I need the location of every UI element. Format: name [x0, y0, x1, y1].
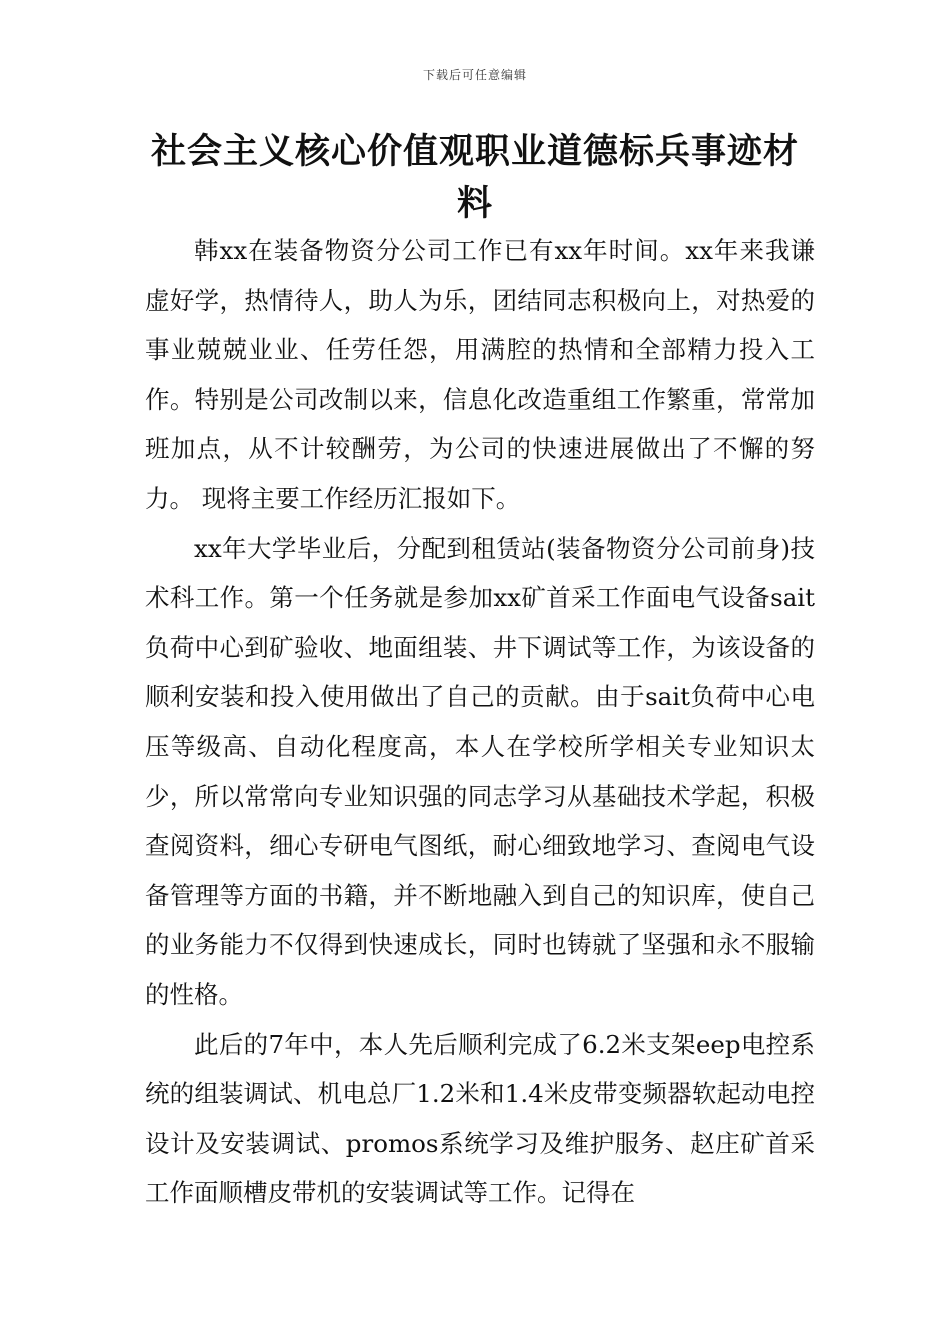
document-body [145, 226, 815, 1218]
paragraph: xx年大学毕业后，分配到租赁站(装备物资分公司前身)技术科工作。第一个任务就是参加xx矿首采工作面电气设备sait负荷中心到矿验收、地面组装、井下调试等工作，为该设备的顺利安装和投入使用做出了自己的贡献。由于sait负荷中心电压等级高、自动化程度高，本人在学校所学相关专业知识太少，所以常常向专业知识强的同志学习从基础技术学起，积极查阅资料，细心专研电气图纸，耐心细致地学习、查阅电气设备管理等方面的书籍，并不断地融入到自己的知识库，使自己的业务能力不仅得到快速成长，同时也铸就了坚强和永不服输的性格。 [145, 533, 815, 1009]
paragraph: 韩xx在装备物资分公司工作已有xx年时间。xx年来我谦虚好学，热情待人，助人为乐，团结同志积极向上，对热爱的事业兢兢业业、任劳任怨，用满腔的热情和全部精力投入工作。特别是公司改制以来，信息化改造重组工作繁重，常常加班加点，从不计较酬劳，为公司的快速进展做出了不懈的努力。 现将主要工作经历汇报如下。 [145, 236, 815, 513]
paragraph: 此后的7年中，本人先后顺利完成了6.2米支架eep电控系统的组装调试、机电总厂1.2米和1.4米皮带变频器软起动电控设计及安装调试、promos系统学习及维护服务、赵庄矿首采工作面顺槽皮带机的安装调试等工作。记得在 [145, 1029, 815, 1208]
document-title: 社会主义核心价值观职业道德标兵事迹材料 [150, 132, 799, 224]
header-note: 下载后可任意编辑 [422, 68, 527, 82]
